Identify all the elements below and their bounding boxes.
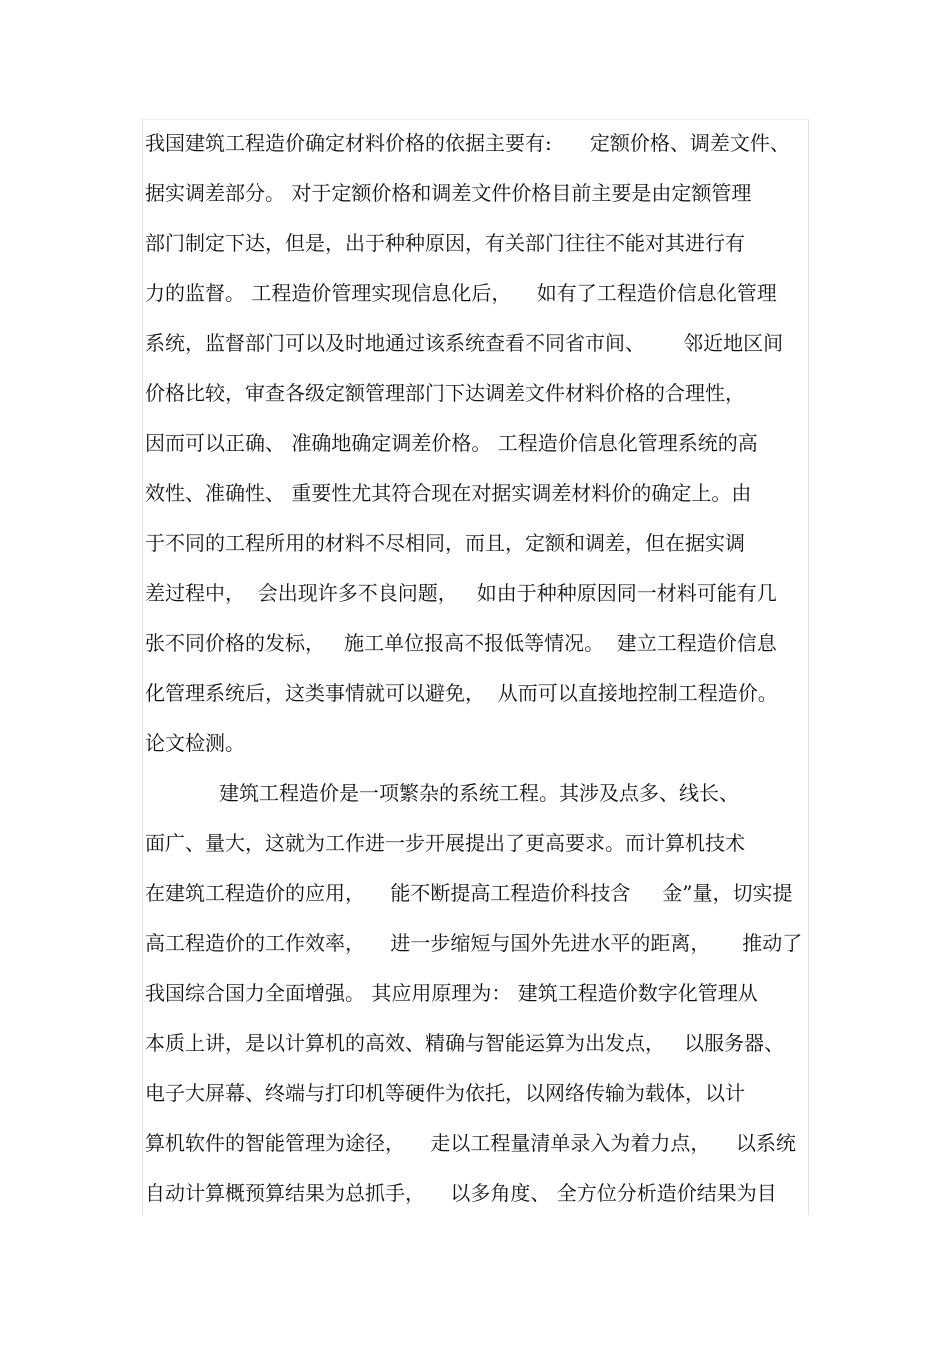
text-line: 化管理系统后，这类事情就可以避免， 从而可以直接地控制工程造价。 bbox=[145, 681, 778, 705]
text-line: 电子大屏幕、终端与打印机等硬件为依托，以网络传输为载体，以计 bbox=[145, 1081, 745, 1105]
text-line: 差过程中， 会出现许多不良问题， 如由于种种原因同一材料可能有几 bbox=[145, 581, 777, 605]
text-line: 价格比较，审查各级定额管理部门下达调差文件材料价格的合理性， bbox=[145, 381, 745, 405]
text-line: 在建筑工程造价的应用， 能不断提高工程造价科技含 金”量，切实提 bbox=[145, 881, 793, 905]
text-line: 于不同的工程所用的材料不尽相同，而且，定额和调差，但在据实调 bbox=[145, 531, 745, 555]
text-line: 因而可以正确、 准确地确定调差价格。 工程造价信息化管理系统的高 bbox=[145, 431, 758, 455]
text-line: 部门制定下达，但是，出于种种原因，有关部门往往不能对其进行有 bbox=[145, 231, 745, 255]
document-body bbox=[145, 118, 805, 1218]
text-line: 我国综合国力全面增强。 其应用原理为： 建筑工程造价数字化管理从 bbox=[145, 981, 758, 1005]
text-line: 自动计算概预算结果为总抓手， 以多角度、 全方位分析造价结果为目 bbox=[145, 1181, 777, 1205]
text-line: 系统，监督部门可以及时地通过该系统查看不同省市间、 邻近地区间 bbox=[145, 331, 784, 355]
text-line: 面广、量大，这就为工作进一步开展提出了更高要求。而计算机技术 bbox=[145, 831, 745, 855]
text-line: 论文检测。 bbox=[145, 731, 245, 755]
text-line: 张不同价格的发标， 施工单位报高不报低等情况。 建立工程造价信息 bbox=[145, 631, 777, 655]
text-line: 本质上讲，是以计算机的高效、精确与智能运算为出发点， 以服务器、 bbox=[145, 1031, 785, 1055]
text-line: 效性、准确性、 重要性尤其符合现在对据实调差材料价的确定上。由 bbox=[145, 481, 752, 505]
text-line: 力的监督。 工程造价管理实现信息化后， 如有了工程造价信息化管理 bbox=[145, 281, 777, 305]
text-line: 高工程造价的工作效率， 进一步缩短与国外先进水平的距离， 推动了 bbox=[145, 931, 803, 955]
text-line: 算机软件的智能管理为途径， 走以工程量清单录入为着力点， 以系统 bbox=[145, 1131, 796, 1155]
paragraph-start-line: 建筑工程造价是一项繁杂的系统工程。其涉及点多、线长、 bbox=[219, 781, 739, 805]
text-line: 我国建筑工程造价确定材料价格的依据主要有: 定额价格、调差文件、 bbox=[145, 131, 790, 155]
text-line: 据实调差部分。 对于定额价格和调差文件价格目前主要是由定额管理 bbox=[145, 181, 752, 205]
